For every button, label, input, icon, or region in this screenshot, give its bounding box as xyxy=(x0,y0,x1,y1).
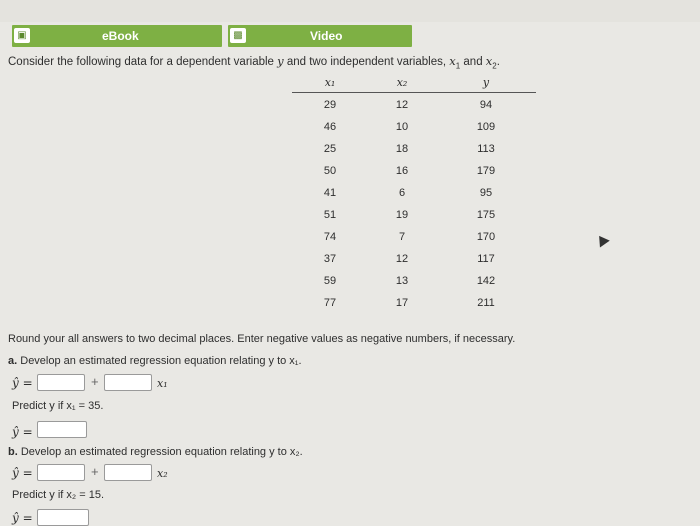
table-cell-y: 94 xyxy=(479,99,493,111)
table-cell-x2: 19 xyxy=(395,209,409,221)
header-y: y xyxy=(482,76,490,89)
part-b-var: x₂ xyxy=(157,467,168,480)
table-cell-y: 179 xyxy=(476,165,496,177)
part-a-prompt: a. Develop an estimated regression equation relating y to x₁. xyxy=(8,355,302,367)
book-icon: ▣ xyxy=(14,28,30,43)
part-b-pred-yhat: ŷ = xyxy=(12,511,33,525)
ebook-tab-button[interactable] xyxy=(12,25,222,47)
part-a-pred-yhat: ŷ = xyxy=(12,425,33,439)
part-b-intercept-input[interactable] xyxy=(37,464,85,481)
question-intro: Consider the following data for a dependent variable y and two independent variables, $x_1$ and $x_2$. xyxy=(8,54,500,71)
part-a-slope-input[interactable] xyxy=(104,374,152,391)
table-cell-y: 170 xyxy=(476,231,496,243)
table-cell-x2: 6 xyxy=(398,187,406,199)
table-cell-y: 113 xyxy=(477,143,495,155)
video-label: Video xyxy=(310,29,343,43)
table-cell-x1: 25 xyxy=(323,143,337,155)
table-cell-x2: 17 xyxy=(395,297,409,309)
header-x2: x₂ xyxy=(396,76,408,89)
table-cell-y: 109 xyxy=(476,121,496,133)
part-b-yhat: ŷ = xyxy=(12,466,33,480)
part-a-prediction-input[interactable] xyxy=(37,421,87,438)
table-cell-y: 175 xyxy=(476,209,496,221)
table-cell-x1: 74 xyxy=(323,231,337,243)
table-cell-y: 95 xyxy=(479,187,493,199)
table-header-rule xyxy=(292,92,536,93)
table-cell-x1: 41 xyxy=(323,187,337,199)
part-b-prompt: b. Develop an estimated regression equation relating y to x₂. xyxy=(8,446,303,458)
table-cell-x1: 51 xyxy=(323,209,337,221)
part-a-predict-text: Predict y if x₁ = 35. xyxy=(12,400,104,412)
table-cell-x2: 12 xyxy=(395,99,409,111)
part-a-var: x₁ xyxy=(157,377,168,390)
table-cell-x1: 29 xyxy=(323,99,337,111)
mouse-cursor-icon xyxy=(594,232,610,247)
table-cell-x2: 18 xyxy=(395,143,409,155)
table-cell-x2: 7 xyxy=(398,231,406,243)
table-cell-x2: 12 xyxy=(395,253,409,265)
top-bar xyxy=(0,0,700,22)
part-b-prediction-input[interactable] xyxy=(37,509,89,526)
part-a-yhat: ŷ = xyxy=(12,376,33,390)
table-cell-x1: 37 xyxy=(323,253,337,265)
header-x1: x₁ xyxy=(324,76,336,89)
table-cell-x1: 46 xyxy=(323,121,337,133)
part-b-predict-text: Predict y if x₂ = 15. xyxy=(12,489,105,501)
film-icon: ▩ xyxy=(230,28,246,43)
table-cell-x2: 13 xyxy=(395,275,409,287)
part-a-plus: + xyxy=(91,374,99,389)
part-b-slope-input[interactable] xyxy=(104,464,152,481)
video-tab-button[interactable] xyxy=(228,25,412,47)
table-cell-x2: 10 xyxy=(395,121,409,133)
instructions: Round your all answers to two decimal places. Enter negative values as negative numbers, if necessary. xyxy=(8,333,516,345)
table-cell-x2: 16 xyxy=(395,165,409,177)
table-cell-x1: 50 xyxy=(323,165,337,177)
part-a-intercept-input[interactable] xyxy=(37,374,85,391)
table-cell-y: 211 xyxy=(477,297,495,309)
table-cell-x1: 77 xyxy=(323,297,337,309)
table-cell-y: 142 xyxy=(476,275,496,287)
table-cell-y: 117 xyxy=(477,253,495,265)
table-cell-x1: 59 xyxy=(323,275,337,287)
part-b-plus: + xyxy=(91,464,99,479)
ebook-label: eBook xyxy=(102,29,139,43)
